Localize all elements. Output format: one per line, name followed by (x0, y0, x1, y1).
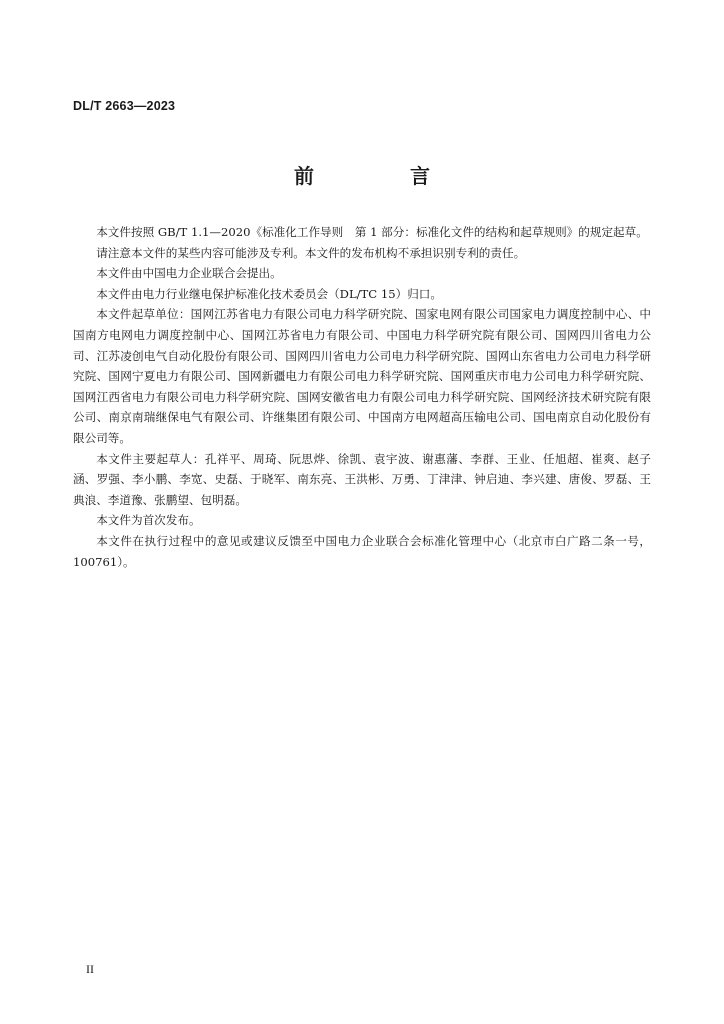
foreword-body (73, 222, 651, 572)
paragraph-feedback: 本文件在执行过程中的意见或建议反馈至中国电力企业联合会标准化管理中心（北京市白广路二条一号，100761）。 (73, 533, 651, 569)
paragraph-drafters: 本文件主要起草人：孔祥平、周琦、阮思烨、徐凯、袁宇波、谢惠藩、李群、王业、任旭超、崔爽、赵子涵、罗强、李小鹏、李宽、史磊、于晓军、南东亮、王洪彬、万勇、丁津津、钟启迪、李兴建、唐俊、罗磊、王典浪、李道豫、张鹏望、包明磊。 (73, 451, 651, 507)
page-title: 前 言 (294, 164, 468, 188)
paragraph-drafting-rules: 本文件按照 GB/T 1.1—2020《标准化工作导则 第 1 部分：标准化文件的结构和起草规则》的规定起草。 (96, 225, 648, 239)
document-code: DL/T 2663—2023 (73, 99, 176, 113)
paragraph-drafting-units: 本文件起草单位：国网江苏省电力有限公司电力科学研究院、国家电网有限公司国家电力调度控制中心、中国南方电网电力调度控制中心、国网江苏省电力有限公司、中国电力科学研究院有限公司、国网四川省电力公司、江苏凌创电气自动化股份有限公司、国网四川省电力公司电力科学研究院、国网山东省电力公司电力科学研究院、国网宁夏电力有限公司、国网新疆电力有限公司电力科学研究院、国网重庆市电力公司电力科学研究院、国网江西省电力有限公司电力科学研究院、国网安徽省电力有限公司电力科学研究院、国网经济技术研究院有限公司、南京南瑞继保电气有限公司、许继集团有限公司、中国南方电网超高压输电公司、国电南京自动化股份有限公司等。 (73, 307, 651, 445)
paragraph-committee: 本文件由电力行业继电保护标准化技术委员会（DL/TC 15）归口。 (96, 286, 442, 301)
paragraph-first-release: 本文件为首次发布。 (96, 513, 201, 528)
paragraph-patent-notice: 请注意本文件的某些内容可能涉及专利。本文件的发布机构不承担识别专利的责任。 (96, 245, 526, 260)
page-number: II (86, 962, 94, 976)
paragraph-proposer: 本文件由中国电力企业联合会提出。 (96, 266, 282, 281)
